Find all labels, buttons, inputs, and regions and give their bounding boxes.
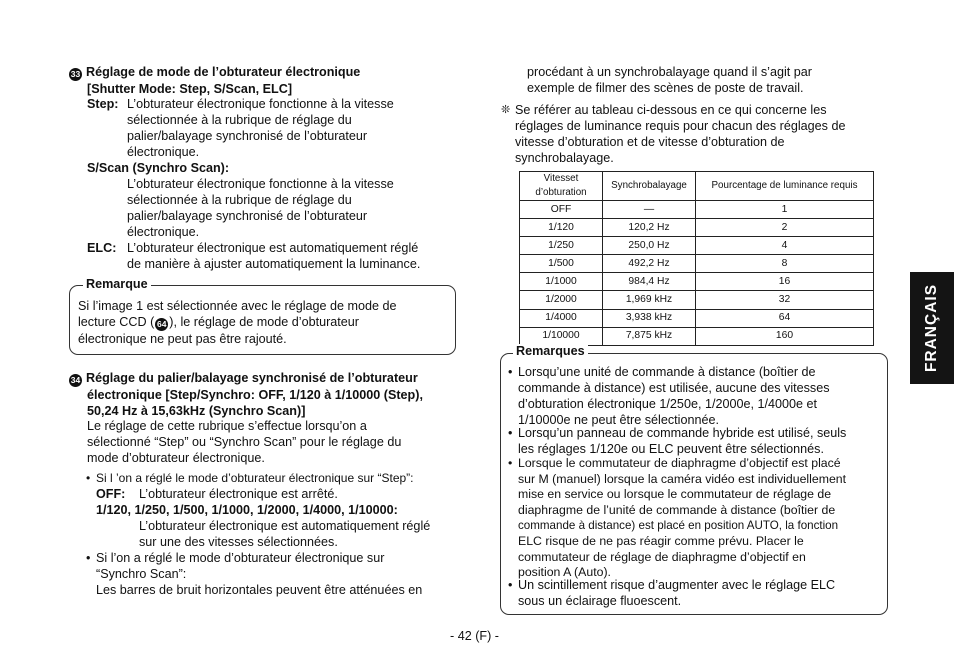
- header-synchro: Synchrobalayage: [603, 172, 696, 201]
- off-text: L’obturateur électronique est arrêté.: [139, 487, 338, 501]
- header-luminance: Pourcentage de luminance requis: [696, 172, 874, 201]
- section-34-body: Le réglage de cette rubrique s’effectue lorsqu’on a sélectionné “Step” ou “Synchro Scan” pour le réglage du mode d’obturateur électronique.: [87, 419, 402, 465]
- synchro-bullet: • Si l’on a réglé le mode d’obturateur électronique sur “Synchro Scan”:: [96, 550, 384, 582]
- circled-number-64-icon: 64: [157, 319, 167, 329]
- remarques-bullet-4: • Un scintillement risque d’augmenter avec le réglage ELC sous un éclairage fluoescent.: [518, 577, 835, 609]
- language-tab: [910, 272, 954, 384]
- table-row: 1/4000 3,938 kHz 64: [520, 309, 874, 327]
- remarques-title: Remarques: [513, 344, 588, 358]
- step-description: L’obturateur électronique fonctionne à la vitesse sélectionnée à la rubrique de réglage du palier/balayage synchronisé de l’obturateur électronique.: [127, 97, 394, 159]
- speeds-text: L’obturateur électronique est automatiquement réglé sur une des vitesses sélectionnées.: [139, 519, 431, 549]
- step-bullet: • Si l ’on a réglé le mode d’obturateur électronique sur “Step”:: [96, 470, 414, 486]
- off-label: OFF:: [96, 487, 126, 501]
- table-row: 1/500 492,2 Hz 8: [520, 255, 874, 273]
- table-note: ❊ Se référer au tableau ci-dessous en ce qui concerne les réglages de luminance requis pour chacun des réglages de vitesse d’obturation et de vitesse d’obturation de synchrobalayage.: [515, 102, 845, 166]
- table-row: 1/1000 984,4 Hz 16: [520, 273, 874, 291]
- table-row: 1/2000 1,969 kHz 32: [520, 291, 874, 309]
- remarques-bullet-3: • Lorsque le commutateur de diaphragme d’objectif est placé sur M (manuel) lorsque la caméra vidéo est individuellement mise en service ou lorsque le commutateur de réglage de diaphragme de l’unité de commande à distance (boîtier de commande à distance) est placé en position AUTO, la fonction ELC risque de ne pas réagir comme prévu. Placer le commutateur de réglage de diaphragme d’objectif en position A (Auto).: [518, 456, 846, 581]
- circled-number-34-icon: 34: [70, 375, 81, 385]
- table-row: OFF — 1: [520, 201, 874, 219]
- remarques-bullet-2: • Lorsqu’un panneau de commande hybride est utilisé, seuls les réglages 1/120e ou ELC peuvent être sélectionnés.: [518, 425, 846, 457]
- continuation-text: procédant à un synchrobalayage quand il s’agit par exemple de filmer des scènes de poste de travail.: [527, 65, 812, 95]
- table-header-row: [520, 172, 874, 201]
- section-33-title: Réglage de mode de l’obturateur électronique: [86, 65, 361, 79]
- elc-description: L’obturateur électronique est automatiquement réglé de manière à ajuster automatiquement la luminance.: [127, 241, 421, 271]
- section-34-heading: 34 Réglage du palier/balayage synchronisé de l’obturateur électronique [Step/Synchro: OFF, 1/120 à 1/10000 (Step), 50,24 Hz à 15,63kHz (Synchro Scan)]: [70, 371, 423, 418]
- luminance-table: [519, 171, 874, 346]
- synchro-text: Les barres de bruit horizontales peuvent être atténuées en: [96, 583, 423, 597]
- elc-label: ELC:: [87, 241, 117, 255]
- sscan-label: S/Scan (Synchro Scan):: [87, 161, 230, 175]
- remarque-title: Remarque: [83, 277, 151, 291]
- language-tab-label: FRANÇAIS: [923, 283, 940, 373]
- step-label: Step:: [87, 97, 119, 111]
- table-row: 1/10000 7,875 kHz 160: [520, 327, 874, 345]
- table-row: 1/120 120,2 Hz 2: [520, 219, 874, 237]
- remarques-bullet-1: • Lorsqu’une unité de commande à distance (boîtier de commande à distance) est utilisée, aucune des vitesses d’obturation électronique 1/250e, 1/2000e, 1/4000e et 1/10000e ne peut être sélectionnée.: [518, 364, 830, 428]
- header-speed: Vitesset d’obturation: [520, 172, 603, 201]
- sscan-description: L’obturateur électronique fonctionne à la vitesse sélectionnée à la rubrique de réglage du palier/balayage synchronisé de l’obturateur électronique.: [127, 177, 394, 239]
- section-33-heading: [69, 64, 360, 97]
- speeds-label: 1/120, 1/250, 1/500, 1/1000, 1/2000, 1/4000, 1/10000:: [96, 503, 398, 517]
- section-33-subtitle: [Shutter Mode: Step, S/Scan, ELC]: [87, 82, 293, 96]
- page-number: - 42 (F) -: [450, 629, 499, 643]
- table-row: 1/250 250,0 Hz 4: [520, 237, 874, 255]
- circled-number-33-icon: 33: [70, 69, 81, 79]
- remarque-text: Si l’image 1 est sélectionnée avec le réglage de mode de lecture CCD ( 64 ), le réglage de mode d’obturateur électronique ne peut pas être rajouté.: [78, 299, 397, 346]
